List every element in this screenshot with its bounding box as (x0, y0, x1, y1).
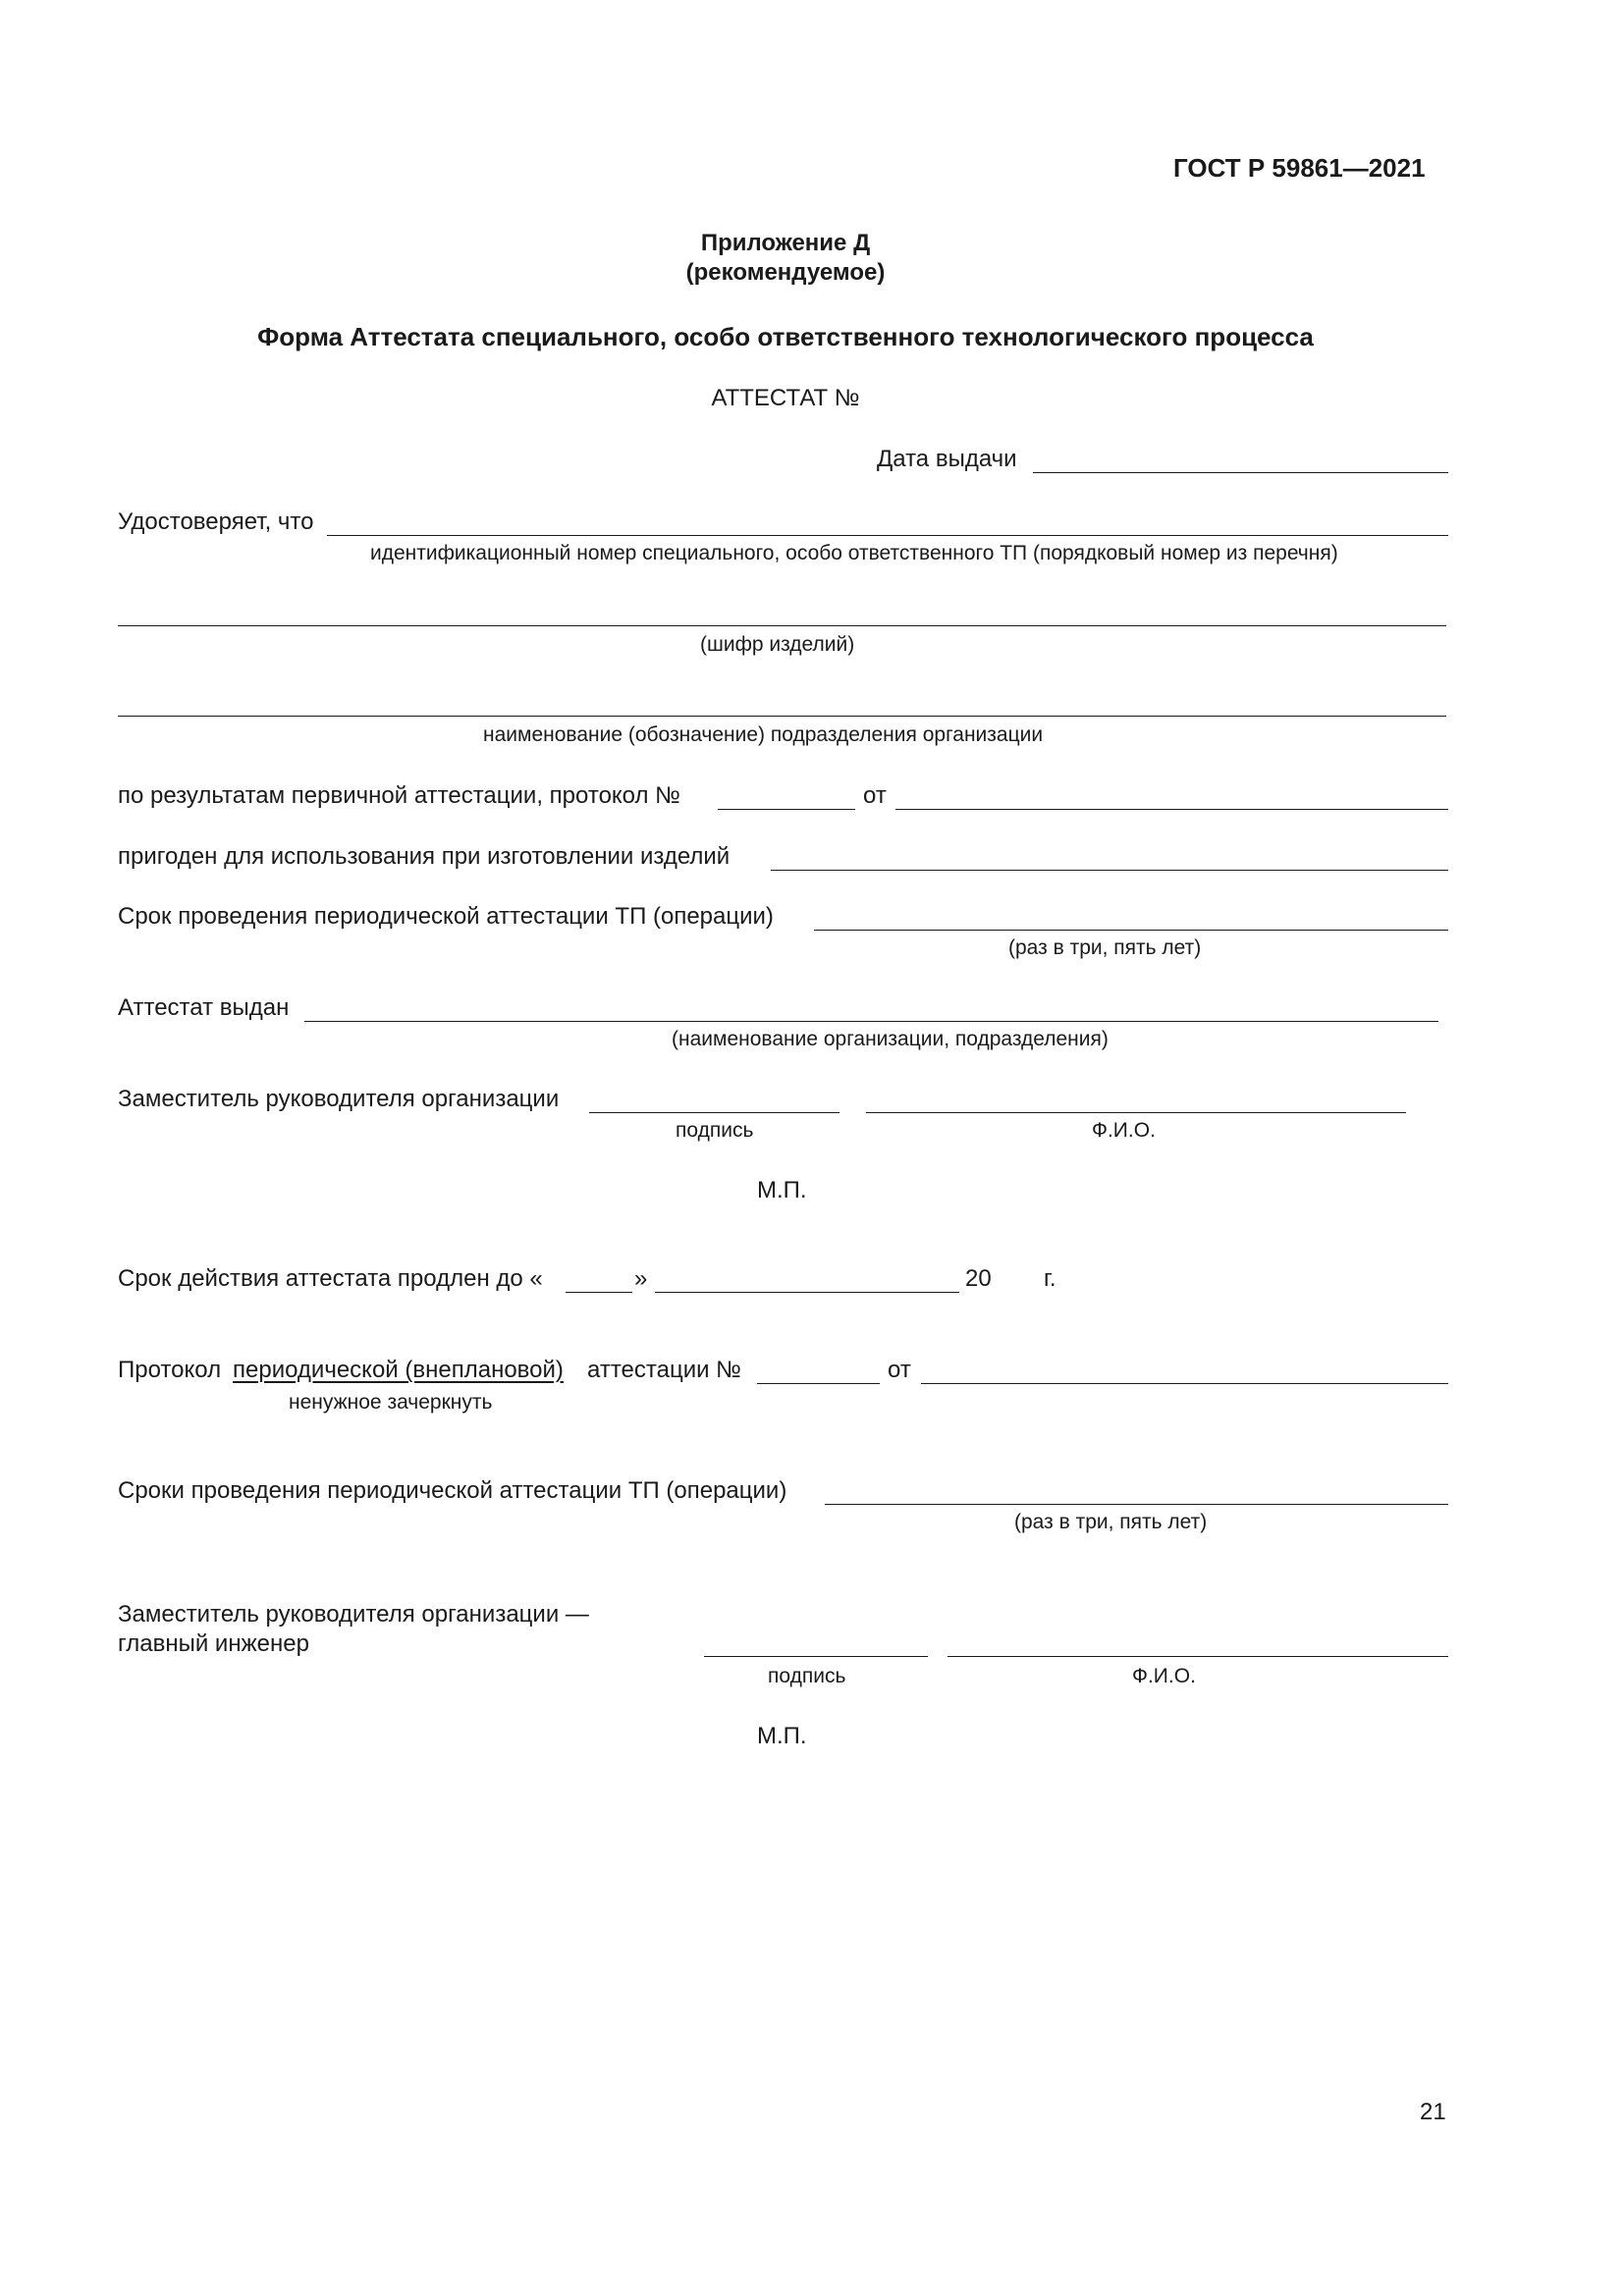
signature-caption-2: подпись (768, 1665, 846, 1687)
appendix-title: Приложение Д (700, 230, 871, 256)
period-caption: (раз в три, пять лет) (1008, 936, 1202, 959)
primary-from-label: от (863, 782, 887, 809)
chief-engineer-signature-line[interactable] (704, 1656, 928, 1657)
page-number: 21 (1420, 2099, 1446, 2125)
chief-engineer-fio-line[interactable] (947, 1656, 1448, 1657)
period-line[interactable] (814, 930, 1448, 931)
certifies-line[interactable] (327, 535, 1448, 536)
extended-year-prefix: 20 (965, 1265, 992, 1292)
chief-engineer-label-line1: Заместитель руководителя организации — (118, 1601, 589, 1628)
fio-caption-2: Ф.И.О. (1132, 1665, 1196, 1687)
subdivision-line[interactable] (118, 716, 1446, 717)
period-label: Срок проведения периодической аттестации ТП (операции) (118, 903, 774, 930)
appendix-note: (рекомендуемое) (685, 259, 886, 286)
suitable-label: пригоден для использования при изготовлении изделий (118, 843, 731, 870)
issue-date-label: Дата выдачи (877, 446, 1017, 472)
attestat-number-label: АТТЕСТАТ № (711, 385, 860, 411)
protocol-type-options: периодической (внеплановой) (233, 1357, 564, 1383)
deputy-signature-line[interactable] (589, 1112, 839, 1113)
protocol-label: Протокол (118, 1357, 222, 1383)
issued-line[interactable] (304, 1021, 1438, 1022)
extended-label: Срок действия аттестата продлен до « (118, 1265, 543, 1292)
primary-date-line[interactable] (895, 809, 1448, 810)
strike-out-hint: ненужное зачеркнуть (289, 1391, 493, 1414)
issued-caption: (наименование организации, подразделения) (672, 1028, 1109, 1050)
period-label-2: Сроки проведения периодической аттестации ТП (операции) (118, 1477, 787, 1504)
stamp-label-2: М.П. (757, 1723, 807, 1749)
protocol-number-line[interactable] (757, 1383, 880, 1384)
primary-protocol-label: по результатам первичной аттестации, протокол № (118, 782, 680, 809)
primary-protocol-number-line[interactable] (718, 809, 855, 810)
fio-caption: Ф.И.О. (1092, 1119, 1156, 1142)
certifies-label: Удостоверяет, что (118, 508, 314, 535)
extended-month-line[interactable] (655, 1292, 959, 1293)
product-code-caption: (шифр изделий) (700, 633, 855, 656)
document-code: ГОСТ Р 59861—2021 (1173, 153, 1426, 183)
chief-engineer-label-line2: главный инженер (118, 1630, 309, 1657)
protocol-from-label: от (888, 1357, 911, 1383)
product-code-line[interactable] (118, 625, 1446, 626)
issued-label: Аттестат выдан (118, 994, 290, 1021)
protocol-date-line[interactable] (921, 1383, 1448, 1384)
issue-date-line[interactable] (1033, 472, 1448, 473)
extended-year-suffix: г. (1044, 1265, 1056, 1292)
deputy-fio-line[interactable] (866, 1112, 1406, 1113)
stamp-label: М.П. (757, 1177, 807, 1203)
extended-day-line[interactable] (566, 1292, 632, 1293)
suitable-line[interactable] (771, 870, 1448, 871)
tp-id-caption: идентификационный номер специального, особо ответственного ТП (порядковый номер из перечня) (370, 542, 1338, 564)
extended-quote-close: » (634, 1265, 648, 1292)
deputy-label: Заместитель руководителя организации (118, 1086, 560, 1112)
protocol-label-2: аттестации № (587, 1357, 741, 1383)
period-line-2[interactable] (825, 1504, 1448, 1505)
period-caption-2: (раз в три, пять лет) (1014, 1511, 1208, 1533)
signature-caption: подпись (676, 1119, 754, 1142)
subdivision-caption: наименование (обозначение) подразделения организации (483, 723, 1044, 746)
form-title: Форма Аттестата специального, особо ответственного технологического процесса (257, 322, 1314, 351)
